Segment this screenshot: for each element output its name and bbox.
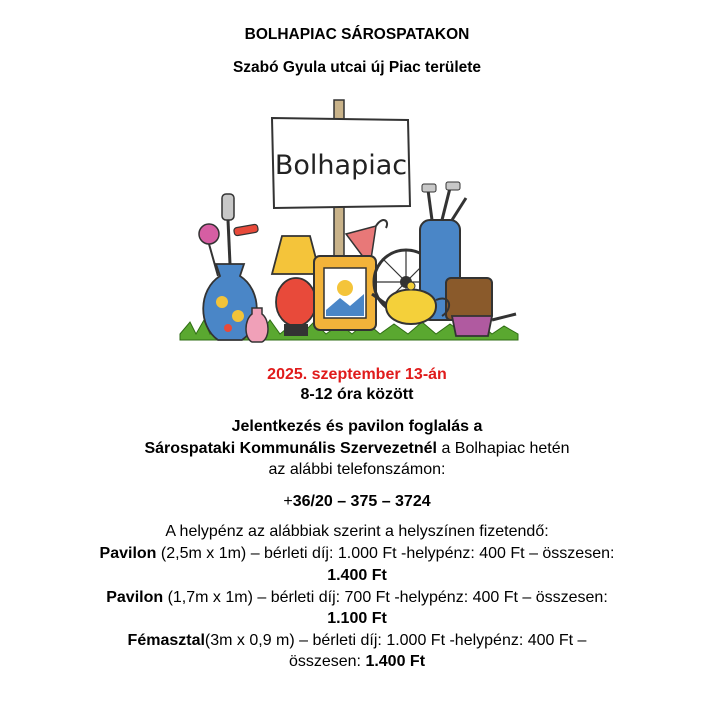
fee-item-3-total: 1.400 Ft (365, 653, 426, 670)
fee-item-3-total-line (0, 653, 714, 671)
fee-item-3-total-prefix: összesen: (288, 653, 366, 670)
fee-item-3-line (0, 632, 714, 650)
fee-item-2-detail: (1,7m x 1m) – bérleti díj: 700 Ft -helypénz: 400 Ft – összesen: (163, 589, 608, 606)
lollipop-icon (199, 224, 219, 244)
registration-heading: Jelentkezés és pavilon foglalás a (231, 418, 483, 435)
phone-prefix: + (283, 493, 293, 510)
event-hours: 8-12 óra között (300, 386, 414, 403)
teapot-icon (386, 290, 436, 325)
page-title: BOLHAPIAC SÁROSPATAKON (244, 26, 470, 43)
page-subtitle: Szabó Gyula utcai új Piac területe (232, 59, 482, 76)
registration-period: a Bolhapiac hetén (437, 440, 570, 457)
phone-number: 36/20 – 375 – 3724 (292, 493, 431, 510)
pot-icon (452, 316, 492, 336)
registration-phone-intro: az alábbi telefonszámon: (268, 461, 446, 478)
fee-item-2-line (0, 589, 714, 607)
suitcase-icon (446, 278, 492, 320)
fee-item-3-name: Fémasztal (127, 632, 205, 649)
fee-item-1-total: 1.400 Ft (327, 567, 387, 584)
fees-intro: A helypénz az alábbiak szerint a helyszínen fizetendő: (165, 523, 549, 540)
sign-text: Bolhapiac (274, 150, 408, 181)
fee-item-1-name: Pavilon (99, 545, 157, 562)
fee-item-1-line (0, 545, 714, 563)
phone-number-line (0, 493, 714, 511)
fee-item-1-detail: (2,5m x 1m) – bérleti díj: 1.000 Ft -helypénz: 400 Ft – összesen: (156, 545, 615, 562)
fee-item-2-total: 1.100 Ft (327, 610, 387, 627)
shovel-icon (222, 194, 234, 220)
registration-organization-line (0, 440, 714, 458)
fee-item-3-detail: (3m x 0,9 m) – bérleti díj: 1.000 Ft -helypénz: 400 Ft – (204, 632, 587, 649)
fee-item-2-name: Pavilon (106, 589, 164, 606)
organization-name: Sárospataki Kommunális Szervezetnél (144, 440, 437, 457)
flea-market-illustration (170, 94, 530, 356)
lamp-icon (272, 236, 320, 274)
event-date: 2025. szeptember 13-án (267, 366, 447, 383)
